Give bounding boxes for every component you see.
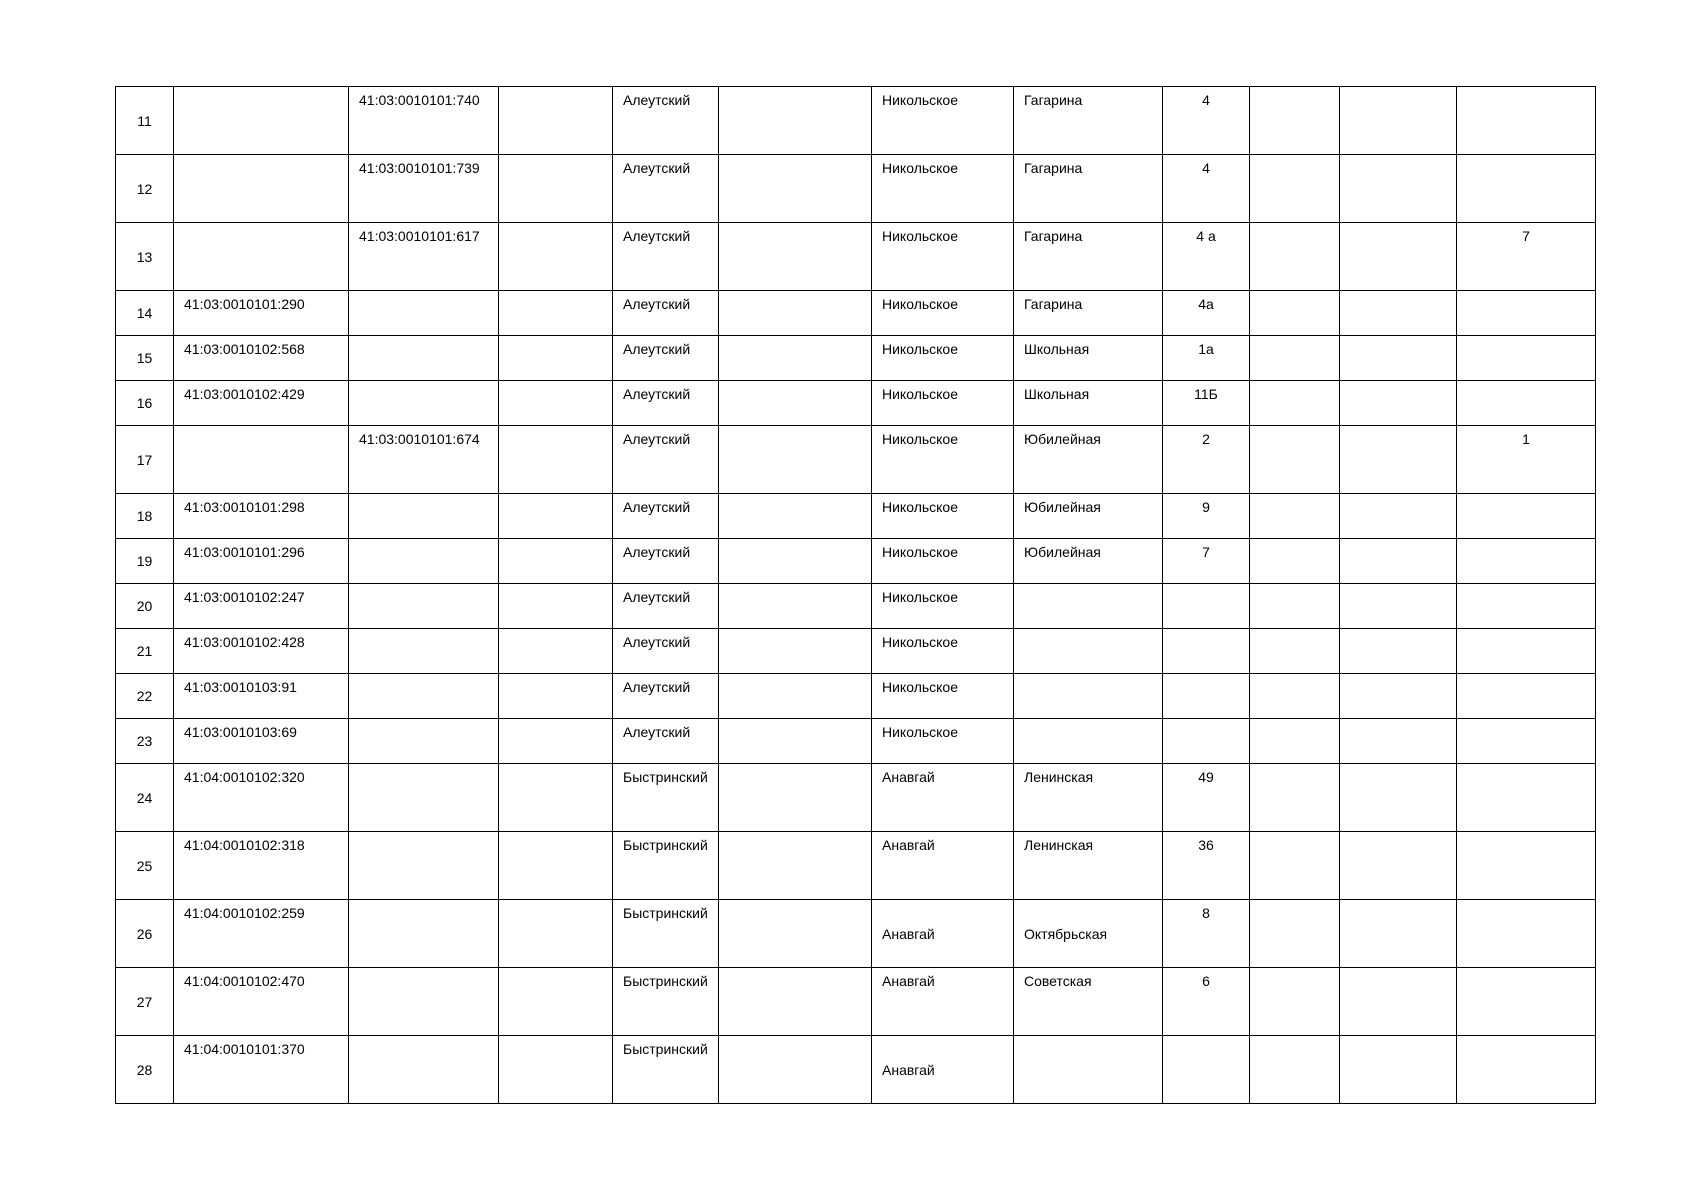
empty-cell — [1340, 336, 1457, 381]
district-cell: Алеутский — [613, 336, 719, 381]
district-cell: Алеутский — [613, 291, 719, 336]
street-cell: Юбилейная — [1014, 426, 1163, 494]
premises-cadastral-number-cell — [349, 764, 499, 832]
cadastral-number-cell: 41:04:0010101:370 — [174, 1036, 349, 1104]
empty-cell — [499, 674, 613, 719]
premises-cadastral-number-cell — [349, 629, 499, 674]
empty-cell — [719, 426, 872, 494]
street-cell: Ленинская — [1014, 764, 1163, 832]
apartment-number-cell — [1457, 155, 1596, 223]
settlement-cell: Никольское — [872, 426, 1014, 494]
empty-cell — [719, 291, 872, 336]
street-cell: Гагарина — [1014, 223, 1163, 291]
empty-cell — [1340, 1036, 1457, 1104]
settlement-cell: Никольское — [872, 291, 1014, 336]
empty-cell — [1340, 832, 1457, 900]
empty-cell — [1250, 381, 1340, 426]
settlement-cell: Никольское — [872, 87, 1014, 155]
empty-cell — [1250, 1036, 1340, 1104]
district-cell: Алеутский — [613, 629, 719, 674]
empty-cell — [499, 968, 613, 1036]
house-number-cell — [1163, 674, 1250, 719]
premises-cadastral-number-cell: 41:03:0010101:739 — [349, 155, 499, 223]
empty-cell — [1340, 494, 1457, 539]
row-number-cell: 23 — [116, 719, 174, 764]
table-row — [116, 223, 1596, 291]
premises-cadastral-number-cell — [349, 291, 499, 336]
table-row — [116, 968, 1596, 1036]
empty-cell — [719, 1036, 872, 1104]
empty-cell — [499, 719, 613, 764]
table-row — [116, 87, 1596, 155]
empty-cell — [719, 381, 872, 426]
cadastral-number-cell: 41:04:0010102:320 — [174, 764, 349, 832]
row-number-cell: 18 — [116, 494, 174, 539]
district-cell: Алеутский — [613, 674, 719, 719]
empty-cell — [1340, 291, 1457, 336]
empty-cell — [719, 155, 872, 223]
street-cell — [1014, 629, 1163, 674]
empty-cell — [1250, 832, 1340, 900]
empty-cell — [1340, 426, 1457, 494]
street-cell — [1014, 1036, 1163, 1104]
house-number-cell: 6 — [1163, 968, 1250, 1036]
premises-cadastral-number-cell — [349, 832, 499, 900]
settlement-cell: Никольское — [872, 719, 1014, 764]
empty-cell — [1340, 87, 1457, 155]
street-cell: Гагарина — [1014, 87, 1163, 155]
empty-cell — [1250, 291, 1340, 336]
registry-table — [115, 86, 1596, 1104]
street-cell: Гагарина — [1014, 155, 1163, 223]
settlement-cell: Никольское — [872, 539, 1014, 584]
cadastral-number-cell: 41:03:0010101:296 — [174, 539, 349, 584]
settlement-cell: Анавгай — [872, 832, 1014, 900]
table-row — [116, 674, 1596, 719]
settlement-cell: Никольское — [872, 223, 1014, 291]
empty-cell — [719, 223, 872, 291]
premises-cadastral-number-cell: 41:03:0010101:740 — [349, 87, 499, 155]
apartment-number-cell — [1457, 900, 1596, 968]
empty-cell — [499, 539, 613, 584]
street-cell: Школьная — [1014, 336, 1163, 381]
apartment-number-cell — [1457, 291, 1596, 336]
row-number-cell: 26 — [116, 900, 174, 968]
apartment-number-cell — [1457, 719, 1596, 764]
street-cell: Советская — [1014, 968, 1163, 1036]
empty-cell — [1250, 223, 1340, 291]
house-number-cell: 4а — [1163, 291, 1250, 336]
district-cell: Алеутский — [613, 223, 719, 291]
cadastral-number-cell: 41:03:0010102:247 — [174, 584, 349, 629]
street-cell — [1014, 584, 1163, 629]
table-row — [116, 539, 1596, 584]
district-cell: Алеутский — [613, 584, 719, 629]
table-row — [116, 155, 1596, 223]
empty-cell — [719, 494, 872, 539]
cadastral-number-cell: 41:03:0010101:290 — [174, 291, 349, 336]
house-number-cell — [1163, 1036, 1250, 1104]
premises-cadastral-number-cell — [349, 968, 499, 1036]
empty-cell — [1340, 764, 1457, 832]
empty-cell — [719, 674, 872, 719]
table-row — [116, 381, 1596, 426]
district-cell: Алеутский — [613, 719, 719, 764]
premises-cadastral-number-cell — [349, 381, 499, 426]
row-number-cell: 16 — [116, 381, 174, 426]
cadastral-number-cell: 41:03:0010102:429 — [174, 381, 349, 426]
house-number-cell: 4 а — [1163, 223, 1250, 291]
apartment-number-cell — [1457, 584, 1596, 629]
district-cell: Алеутский — [613, 381, 719, 426]
apartment-number-cell — [1457, 629, 1596, 674]
premises-cadastral-number-cell — [349, 539, 499, 584]
apartment-number-cell — [1457, 674, 1596, 719]
empty-cell — [499, 584, 613, 629]
cadastral-number-cell — [174, 87, 349, 155]
empty-cell — [719, 719, 872, 764]
row-number-cell: 11 — [116, 87, 174, 155]
cadastral-number-cell: 41:03:0010101:298 — [174, 494, 349, 539]
cadastral-number-cell: 41:04:0010102:259 — [174, 900, 349, 968]
apartment-number-cell — [1457, 832, 1596, 900]
empty-cell — [1250, 155, 1340, 223]
cadastral-number-cell: 41:03:0010103:91 — [174, 674, 349, 719]
settlement-cell: Никольское — [872, 381, 1014, 426]
row-number-cell: 12 — [116, 155, 174, 223]
street-cell: Юбилейная — [1014, 494, 1163, 539]
cadastral-number-cell — [174, 223, 349, 291]
house-number-cell: 9 — [1163, 494, 1250, 539]
row-number-cell: 24 — [116, 764, 174, 832]
apartment-number-cell — [1457, 336, 1596, 381]
empty-cell — [499, 336, 613, 381]
empty-cell — [499, 764, 613, 832]
empty-cell — [1250, 968, 1340, 1036]
empty-cell — [1340, 719, 1457, 764]
premises-cadastral-number-cell: 41:03:0010101:674 — [349, 426, 499, 494]
house-number-cell: 49 — [1163, 764, 1250, 832]
district-cell: Быстринский — [613, 832, 719, 900]
house-number-cell — [1163, 719, 1250, 764]
settlement-cell: Никольское — [872, 494, 1014, 539]
table-row — [116, 719, 1596, 764]
settlement-cell: Никольское — [872, 629, 1014, 674]
empty-cell — [499, 155, 613, 223]
district-cell: Быстринский — [613, 764, 719, 832]
empty-cell — [499, 291, 613, 336]
empty-cell — [719, 87, 872, 155]
apartment-number-cell — [1457, 539, 1596, 584]
premises-cadastral-number-cell: 41:03:0010101:617 — [349, 223, 499, 291]
street-cell — [1014, 674, 1163, 719]
empty-cell — [719, 900, 872, 968]
empty-cell — [1340, 629, 1457, 674]
apartment-number-cell — [1457, 87, 1596, 155]
premises-cadastral-number-cell — [349, 674, 499, 719]
house-number-cell: 4 — [1163, 87, 1250, 155]
empty-cell — [1250, 87, 1340, 155]
street-cell — [1014, 719, 1163, 764]
apartment-number-cell: 1 — [1457, 426, 1596, 494]
premises-cadastral-number-cell — [349, 1036, 499, 1104]
table-row — [116, 764, 1596, 832]
street-cell: Школьная — [1014, 381, 1163, 426]
empty-cell — [1340, 968, 1457, 1036]
empty-cell — [1340, 900, 1457, 968]
empty-cell — [499, 87, 613, 155]
house-number-cell: 4 — [1163, 155, 1250, 223]
row-number-cell: 27 — [116, 968, 174, 1036]
house-number-cell — [1163, 584, 1250, 629]
table-row — [116, 291, 1596, 336]
apartment-number-cell — [1457, 381, 1596, 426]
table-row — [116, 426, 1596, 494]
row-number-cell: 19 — [116, 539, 174, 584]
empty-cell — [1250, 629, 1340, 674]
empty-cell — [1250, 336, 1340, 381]
premises-cadastral-number-cell — [349, 719, 499, 764]
row-number-cell: 17 — [116, 426, 174, 494]
street-cell: Юбилейная — [1014, 539, 1163, 584]
empty-cell — [1340, 223, 1457, 291]
registry-body — [116, 87, 1596, 1104]
row-number-cell: 28 — [116, 1036, 174, 1104]
settlement-cell: Анавгай — [872, 968, 1014, 1036]
empty-cell — [1340, 584, 1457, 629]
table-row — [116, 832, 1596, 900]
empty-cell — [1250, 539, 1340, 584]
cadastral-number-cell: 41:03:0010103:69 — [174, 719, 349, 764]
house-number-cell: 7 — [1163, 539, 1250, 584]
house-number-cell: 11Б — [1163, 381, 1250, 426]
table-row — [116, 336, 1596, 381]
empty-cell — [719, 832, 872, 900]
empty-cell — [1340, 381, 1457, 426]
premises-cadastral-number-cell — [349, 900, 499, 968]
district-cell: Быстринский — [613, 968, 719, 1036]
cadastral-number-cell — [174, 155, 349, 223]
empty-cell — [719, 539, 872, 584]
empty-cell — [499, 426, 613, 494]
apartment-number-cell — [1457, 494, 1596, 539]
table-row — [116, 629, 1596, 674]
house-number-cell: 1а — [1163, 336, 1250, 381]
cadastral-number-cell: 41:04:0010102:318 — [174, 832, 349, 900]
empty-cell — [1250, 584, 1340, 629]
district-cell: Алеутский — [613, 155, 719, 223]
premises-cadastral-number-cell — [349, 494, 499, 539]
district-cell: Алеутский — [613, 494, 719, 539]
empty-cell — [499, 900, 613, 968]
empty-cell — [719, 968, 872, 1036]
district-cell: Алеутский — [613, 426, 719, 494]
empty-cell — [1250, 426, 1340, 494]
table-row — [116, 584, 1596, 629]
row-number-cell: 15 — [116, 336, 174, 381]
premises-cadastral-number-cell — [349, 584, 499, 629]
empty-cell — [1340, 539, 1457, 584]
table-row — [116, 494, 1596, 539]
row-number-cell: 22 — [116, 674, 174, 719]
empty-cell — [499, 1036, 613, 1104]
empty-cell — [1340, 155, 1457, 223]
row-number-cell: 14 — [116, 291, 174, 336]
cadastral-number-cell — [174, 426, 349, 494]
district-cell: Быстринский — [613, 1036, 719, 1104]
settlement-cell: Никольское — [872, 584, 1014, 629]
cadastral-number-cell: 41:04:0010102:470 — [174, 968, 349, 1036]
settlement-cell: Никольское — [872, 674, 1014, 719]
row-number-cell: 13 — [116, 223, 174, 291]
apartment-number-cell — [1457, 1036, 1596, 1104]
row-number-cell: 21 — [116, 629, 174, 674]
district-cell: Алеутский — [613, 539, 719, 584]
empty-cell — [719, 764, 872, 832]
street-cell: Гагарина — [1014, 291, 1163, 336]
house-number-cell: 36 — [1163, 832, 1250, 900]
street-cell: Ленинская — [1014, 832, 1163, 900]
row-number-cell: 20 — [116, 584, 174, 629]
street-cell: Октябрьская — [1014, 900, 1163, 968]
empty-cell — [499, 629, 613, 674]
apartment-number-cell — [1457, 968, 1596, 1036]
apartment-number-cell: 7 — [1457, 223, 1596, 291]
empty-cell — [719, 629, 872, 674]
empty-cell — [1250, 719, 1340, 764]
empty-cell — [499, 832, 613, 900]
house-number-cell: 2 — [1163, 426, 1250, 494]
empty-cell — [499, 223, 613, 291]
house-number-cell: 8 — [1163, 900, 1250, 968]
empty-cell — [719, 336, 872, 381]
settlement-cell: Анавгай — [872, 1036, 1014, 1104]
settlement-cell: Никольское — [872, 155, 1014, 223]
cadastral-number-cell: 41:03:0010102:568 — [174, 336, 349, 381]
house-number-cell — [1163, 629, 1250, 674]
table-row — [116, 900, 1596, 968]
settlement-cell: Анавгай — [872, 900, 1014, 968]
settlement-cell: Никольское — [872, 336, 1014, 381]
empty-cell — [1250, 764, 1340, 832]
empty-cell — [499, 494, 613, 539]
empty-cell — [1250, 674, 1340, 719]
empty-cell — [1250, 900, 1340, 968]
empty-cell — [1340, 674, 1457, 719]
district-cell: Алеутский — [613, 87, 719, 155]
premises-cadastral-number-cell — [349, 336, 499, 381]
row-number-cell: 25 — [116, 832, 174, 900]
table-row — [116, 1036, 1596, 1104]
settlement-cell: Анавгай — [872, 764, 1014, 832]
apartment-number-cell — [1457, 764, 1596, 832]
cadastral-number-cell: 41:03:0010102:428 — [174, 629, 349, 674]
empty-cell — [719, 584, 872, 629]
district-cell: Быстринский — [613, 900, 719, 968]
empty-cell — [1250, 494, 1340, 539]
empty-cell — [499, 381, 613, 426]
